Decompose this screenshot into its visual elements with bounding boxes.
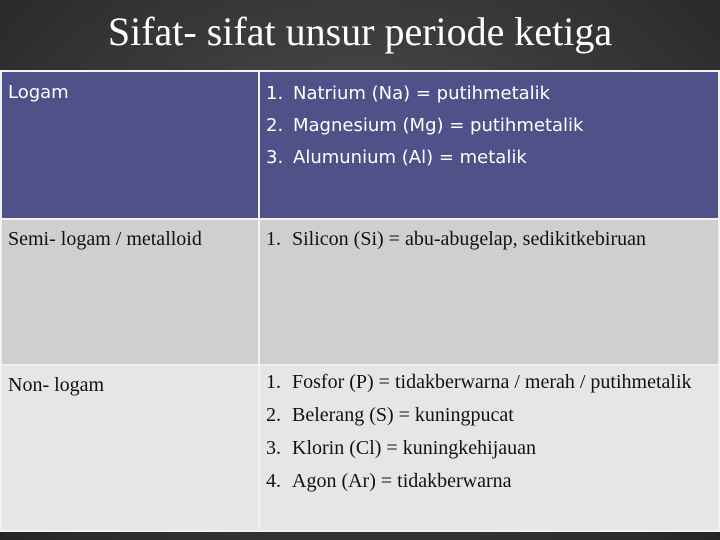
element-list	[260, 220, 718, 256]
list-item	[266, 142, 718, 174]
item-number: 3.	[266, 147, 284, 168]
list-item	[266, 110, 718, 142]
properties-table	[0, 70, 720, 532]
category-label: Non- logam	[8, 374, 105, 396]
list-item	[266, 78, 718, 110]
item-text: Alumunium (Al) = metalik	[293, 147, 527, 168]
element-list	[260, 366, 718, 498]
list-item	[266, 432, 718, 465]
category-cell	[1, 365, 259, 531]
items-cell	[259, 365, 719, 531]
category-cell	[1, 219, 259, 365]
element-list	[260, 72, 718, 174]
item-number: 3.	[266, 437, 281, 459]
item-number: 2.	[266, 404, 281, 426]
table-row-logam	[1, 71, 719, 219]
item-number: 2.	[266, 115, 284, 136]
items-cell	[259, 71, 719, 219]
item-text: Magnesium (Mg) = putihmetalik	[293, 115, 584, 136]
item-text: Natrium (Na) = putihmetalik	[293, 83, 551, 104]
list-item	[266, 366, 718, 399]
item-number: 4.	[266, 470, 281, 492]
item-text: Fosfor (P) = tidakberwarna / merah / putihmetalik	[292, 371, 692, 393]
item-text: Klorin (Cl) = kuningkehijauan	[292, 437, 537, 459]
category-label: Semi- logam / metalloid	[8, 228, 202, 250]
list-item	[266, 465, 718, 498]
list-item	[266, 399, 718, 432]
item-text: Agon (Ar) = tidakberwarna	[292, 470, 512, 492]
item-number: 1.	[266, 228, 281, 250]
table-row-semi-logam	[1, 219, 719, 365]
item-text: Silicon (Si) = abu-abugelap, sedikitkebiruan	[292, 228, 646, 250]
list-item	[266, 223, 718, 256]
category-label: Logam	[8, 82, 69, 103]
table-row-non-logam	[1, 365, 719, 531]
category-cell	[1, 71, 259, 219]
item-number: 1.	[266, 83, 284, 104]
item-text: Belerang (S) = kuningpucat	[292, 404, 514, 426]
slide-title: Sifat- sifat unsur periode ketiga	[107, 9, 613, 54]
items-cell	[259, 219, 719, 365]
item-number: 1.	[266, 371, 281, 393]
